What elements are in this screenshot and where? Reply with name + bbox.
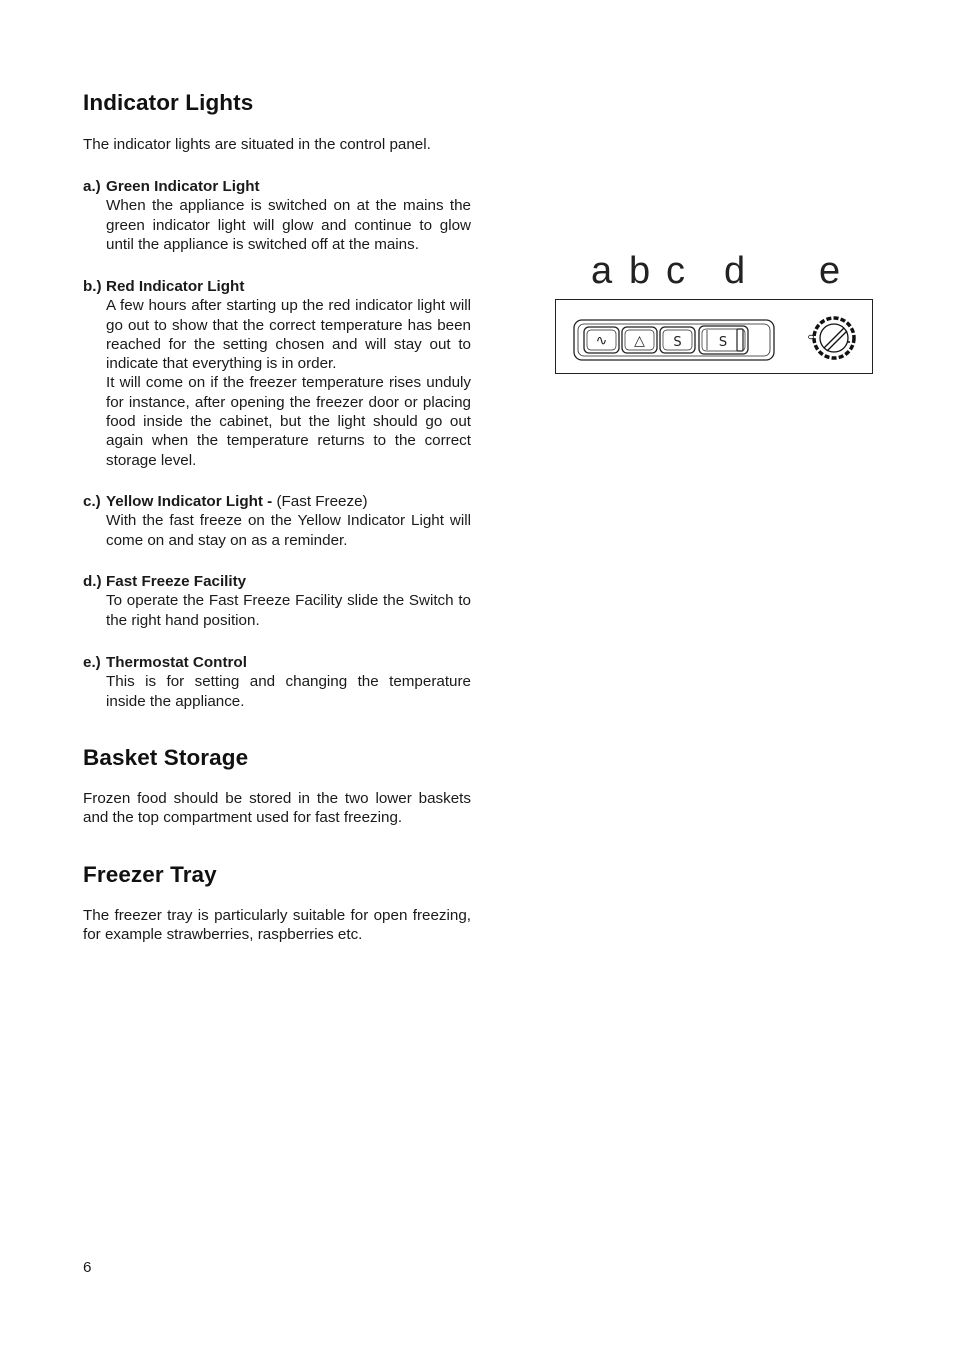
intro-text: The indicator lights are situated in the control panel. — [83, 136, 431, 153]
diagram-letter-a: a — [591, 250, 613, 292]
diagram-letters — [556, 250, 874, 294]
control-panel-drawing — [556, 300, 871, 372]
triangle-symbol: △ — [634, 333, 645, 349]
item-thermostat — [83, 653, 471, 711]
control-panel-diagram — [555, 299, 873, 374]
item-label: e.) — [83, 654, 101, 671]
basket-storage-text: Frozen food should be stored in the two lower baskets and the top compartment used for fast freezing. — [83, 790, 471, 827]
item-fast-freeze — [83, 572, 471, 630]
item-title: Thermostat Control — [106, 654, 247, 671]
diagram-letter-b: b — [629, 250, 651, 292]
item-title-suffix: (Fast Freeze) — [276, 493, 368, 510]
page-number: 6 — [83, 1259, 92, 1276]
s-symbol: S — [673, 335, 682, 350]
item-text: When the appliance is switched on at the mains the green indicator light will glow and continue to glow until the appliance is switched off at the mains. — [106, 197, 471, 253]
item-label: d.) — [83, 573, 102, 590]
item-green-light — [83, 177, 471, 254]
item-text: A few hours after starting up the red indicator light will go out to show that the correct temperature has been reached for the setting chosen and will stay out to indicate that everything is in order. — [106, 297, 471, 373]
heading-indicator-lights: Indicator Lights — [83, 90, 254, 115]
item-text: With the fast freeze on the Yellow Indicator Light will come on and stay on as a reminder. — [106, 512, 471, 549]
item-red-light — [83, 277, 471, 470]
diagram-letter-e: e — [819, 250, 841, 292]
item-label: c.) — [83, 493, 101, 510]
heading-basket-storage: Basket Storage — [83, 745, 249, 770]
item-label: a.) — [83, 178, 101, 195]
snowflake-s-icon — [660, 327, 695, 353]
switch-s-symbol: S — [718, 335, 728, 350]
item-text: To operate the Fast Freeze Facility slide the Switch to the right hand position. — [106, 592, 471, 629]
item-yellow-light — [83, 492, 471, 550]
item-title: Red Indicator Light — [106, 278, 245, 295]
fast-freeze-switch-icon — [699, 326, 748, 354]
item-text: It will come on if the freezer temperature rises unduly for instance, after opening the freezer door or placing food inside the cabinet, but the light should go out again when the temperature returns to the correct storage level. — [106, 374, 471, 469]
item-label: b.) — [83, 278, 102, 295]
item-title: Fast Freeze Facility — [106, 573, 247, 590]
item-text: This is for setting and changing the temperature inside the appliance. — [106, 673, 471, 710]
diagram-letter-c: c — [666, 250, 685, 292]
item-title: Green Indicator Light — [106, 178, 260, 195]
diagram-letter-d: d — [724, 250, 746, 292]
thermostat-dial-icon — [809, 318, 855, 358]
heading-freezer-tray: Freezer Tray — [83, 862, 217, 887]
freezer-tray-text: The freezer tray is particularly suitable for open freezing, for example strawberries, raspberries etc. — [83, 907, 471, 944]
power-wave-icon — [584, 327, 619, 353]
wave-symbol: ∿ — [595, 333, 608, 349]
warning-triangle-icon — [622, 327, 657, 353]
item-title: Yellow Indicator Light - — [106, 493, 277, 510]
